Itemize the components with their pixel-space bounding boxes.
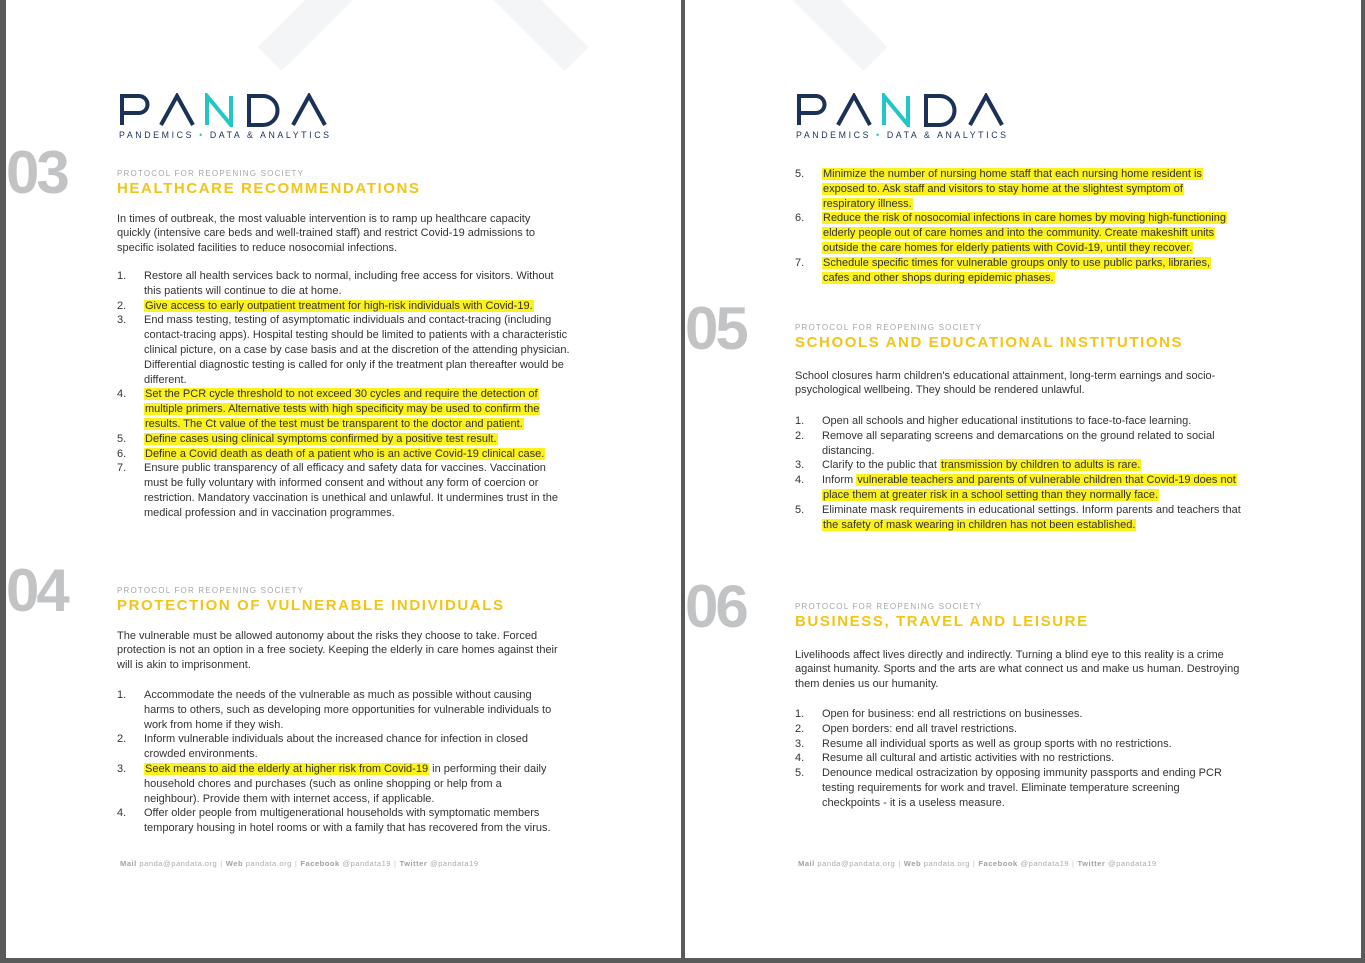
recommendation-list bbox=[795, 414, 1247, 532]
panda-wordmark-icon bbox=[119, 93, 349, 127]
list-item: 2. Give access to early outpatient treatment for high-risk individuals with Covid-19. bbox=[117, 299, 533, 312]
panda-wordmark-icon bbox=[796, 93, 1026, 127]
list-item: 2. Open borders: end all travel restrictions. bbox=[795, 722, 1018, 735]
highlighted-text: Define cases using clinical symptoms confirmed by a positive test result. bbox=[145, 432, 497, 445]
section-number: 05 bbox=[685, 295, 746, 362]
list-item: 5. Eliminate mask requirements in educational settings. Inform parents and teachers that the safety of mask wearing in children has not been established. bbox=[795, 503, 1241, 531]
list-item: 3. End mass testing, testing of asymptomatic individuals and contact-tracing (including contact-tracing apps). Hospital testing should be limited to patients with a characteristic clinical picture, on a case by case basis and at the discretion of the attending physician. Differential diagnostic testing is called for only if the treatment plan thereafter would be different. bbox=[117, 314, 570, 386]
list-item: 6. Reduce the risk of nosocomial infections in care homes by moving high-functioning elderly people out of care homes and into the community. Create makeshift units outside the care homes for elderly patients with Covid-19, until they recover. bbox=[795, 212, 1226, 254]
list-item: 3. Resume all individual sports as well as group sports with no restrictions. bbox=[795, 737, 1172, 750]
highlighted-text: Seek means to aid the elderly at higher risk from Covid-19 bbox=[145, 762, 429, 775]
list-item: 4. Offer older people from multigenerational households with symptomatic members temporary housing in hotel rooms or with a family that has recovered from the virus. bbox=[117, 807, 551, 835]
list-item: 3. Clarify to the public that transmission by children to adults is rare. bbox=[795, 459, 1141, 472]
highlighted-text: vulnerable teachers and parents of vulnerable children that Covid-19 does not place them at greater risk in a school setting than they normally face. bbox=[823, 474, 1236, 501]
section-kicker: PROTOCOL FOR REOPENING SOCIETY bbox=[117, 169, 305, 178]
list-item: 5. Minimize the number of nursing home staff that each nursing home resident is exposed to. Ask staff and visitors to stay home at the slightest symptom of respiratory illness. bbox=[795, 168, 1202, 210]
recommendation-list bbox=[795, 707, 1240, 811]
highlighted-text: Schedule specific times for vulnerable groups only to use public parks, libraries, cafes and other shops during epidemic phases. bbox=[823, 256, 1211, 284]
list-item: 1. Accommodate the needs of the vulnerable as much as possible without causing harms to others, such as developing more opportunities for vulnerable individuals to work from home if they wish. bbox=[117, 689, 552, 731]
document-page-right bbox=[685, 0, 1361, 958]
facebook-link[interactable]: @pandata19 bbox=[342, 859, 392, 868]
list-item: 6. Define a Covid death as death of a patient who is an active Covid-19 clinical case. bbox=[117, 447, 545, 460]
section-number: 04 bbox=[6, 557, 67, 624]
web-link[interactable]: pandata.org bbox=[245, 859, 292, 868]
section-number: 03 bbox=[6, 139, 67, 206]
section-title: SCHOOLS AND EDUCATIONAL INSTITUTIONS bbox=[795, 334, 1184, 351]
list-item: 5. Denounce medical ostracization by opposing immunity passports and ending PCR testing requirements for work and travel. Eliminate temperature screening checkpoints - it is a useless measure. bbox=[795, 767, 1222, 809]
twitter-link[interactable]: @pandata19 bbox=[429, 859, 479, 868]
list-item: 4. Set the PCR cycle threshold to not exceed 30 cycles and require the detection of multiple primers. Alternative tests with high specificity may be used to confirm the results. The Ct value of the test must be transparent to the doctor and patient. bbox=[117, 388, 540, 430]
section-intro: In times of outbreak, the most valuable intervention is to ramp up healthcare capacity quickly (intensive care beds and well-trained staff) and restrict Covid-19 admissions to specific isolated facilities to reduce nosocomial infections. bbox=[117, 213, 535, 254]
section-intro: The vulnerable must be allowed autonomy about the risks they choose to take. Forced protection is not an option in a free society. Keeping the elderly in care homes against their will is akin to imprisonment. bbox=[117, 630, 558, 671]
list-item: 7. Ensure public transparency of all efficacy and safety data for vaccines. Vaccination must be fully voluntary with informed consent and without any form of coercion or restriction. Mandatory vaccination is unethical and unlawful. It undermines trust in the medical profession and in vaccination programmes. bbox=[117, 462, 558, 519]
list-item: 3. Seek means to aid the elderly at higher risk from Covid-19 in performing their daily household chores and purchases (such as online shopping or help from a neighbour). Provide them with internet access, if applicable. bbox=[117, 762, 547, 805]
panda-logo bbox=[796, 93, 1026, 140]
logo-tagline: PANDEMICS • DATA & ANALYTICS bbox=[119, 130, 332, 140]
recommendation-list bbox=[117, 269, 572, 521]
list-item: 4. Resume all cultural and artistic activities with no restrictions. bbox=[795, 752, 1115, 765]
mail-link[interactable]: panda@pandata.org bbox=[139, 859, 218, 868]
list-item: 1. Open all schools and higher educational institutions to face-to-face learning. bbox=[795, 415, 1192, 427]
list-item: 1. Restore all health services back to normal, including free access for visitors. Without this patients will continue to die at home. bbox=[117, 270, 554, 297]
section-kicker: PROTOCOL FOR REOPENING SOCIETY bbox=[117, 586, 305, 595]
list-item: 5. Define cases using clinical symptoms confirmed by a positive test result. bbox=[117, 432, 497, 445]
section-number: 06 bbox=[685, 573, 746, 640]
continued-recommendation-list bbox=[795, 167, 1235, 285]
section-title: HEALTHCARE RECOMMENDATIONS bbox=[117, 180, 421, 197]
list-item: 2. Remove all separating screens and demarcations on the ground related to social distancing. bbox=[795, 429, 1215, 457]
contact-footer: Mail panda@pandata.org | Web pandata.org | Facebook @pandata19 | Twitter @pandata19 bbox=[120, 859, 479, 868]
list-item: 2. Inform vulnerable individuals about the increased chance for infection in closed crowded environments. bbox=[117, 733, 529, 761]
highlighted-text: Define a Covid death as death of a patient who is an active Covid-19 clinical case. bbox=[145, 447, 545, 460]
section-kicker: PROTOCOL FOR REOPENING SOCIETY bbox=[795, 323, 983, 332]
highlighted-text: the safety of mask wearing in children has not been established. bbox=[823, 518, 1136, 531]
section-intro: School closures harm children's educational attainment, long-term earnings and socio-psychological wellbeing. They should be rendered unlawful. bbox=[795, 370, 1216, 397]
contact-footer: Mail panda@pandata.org | Web pandata.org | Facebook @pandata19 | Twitter @pandata19 bbox=[798, 859, 1157, 868]
section-kicker: PROTOCOL FOR REOPENING SOCIETY bbox=[795, 602, 983, 611]
highlighted-text: Set the PCR cycle threshold to not exceed 30 cycles and require the detection of multiple primers. Alternative tests with high specificity may be used to confirm the results. The Ct value of the test must be transparent to the doctor and patient. bbox=[145, 388, 540, 430]
recommendation-list bbox=[117, 688, 555, 836]
list-item: 7. Schedule specific times for vulnerable groups only to use public parks, libraries, cafes and other shops during epidemic phases. bbox=[795, 256, 1211, 284]
section-intro: Livelihoods affect lives directly and indirectly. Turning a blind eye to this reality is a crime against humanity. Sports and the arts are what connect us and make us human. Destroying them denies us our humanity. bbox=[795, 649, 1240, 690]
facebook-link[interactable]: @pandata19 bbox=[1020, 859, 1070, 868]
panda-logo bbox=[119, 93, 349, 140]
list-item: 4. Inform vulnerable teachers and parents of vulnerable children that Covid-19 does not place them at greater risk in a school setting than they normally face. bbox=[795, 474, 1236, 501]
highlighted-text: transmission by children to adults is rare. bbox=[941, 459, 1141, 472]
highlighted-text: Minimize the number of nursing home staff that each nursing home resident is exposed to. Ask staff and visitors to stay home at the slightest symptom of respiratory illness. bbox=[823, 168, 1202, 210]
mail-link[interactable]: panda@pandata.org bbox=[817, 859, 896, 868]
logo-tagline: PANDEMICS • DATA & ANALYTICS bbox=[796, 130, 1009, 140]
document-page-left bbox=[6, 0, 681, 958]
highlighted-text: Give access to early outpatient treatment for high-risk individuals with Covid-19. bbox=[145, 299, 533, 312]
highlighted-text: Reduce the risk of nosocomial infections in care homes by moving high-functioning elderly people out of care homes and into the community. Create makeshift units outside the care homes for elderly patients with Covid-19, until they recover. bbox=[823, 212, 1226, 254]
twitter-link[interactable]: @pandata19 bbox=[1107, 859, 1157, 868]
web-link[interactable]: pandata.org bbox=[923, 859, 970, 868]
section-title: PROTECTION OF VULNERABLE INDIVIDUALS bbox=[117, 597, 505, 614]
list-item: 1. Open for business: end all restrictions on businesses. bbox=[795, 708, 1083, 720]
section-title: BUSINESS, TRAVEL AND LEISURE bbox=[795, 613, 1089, 630]
